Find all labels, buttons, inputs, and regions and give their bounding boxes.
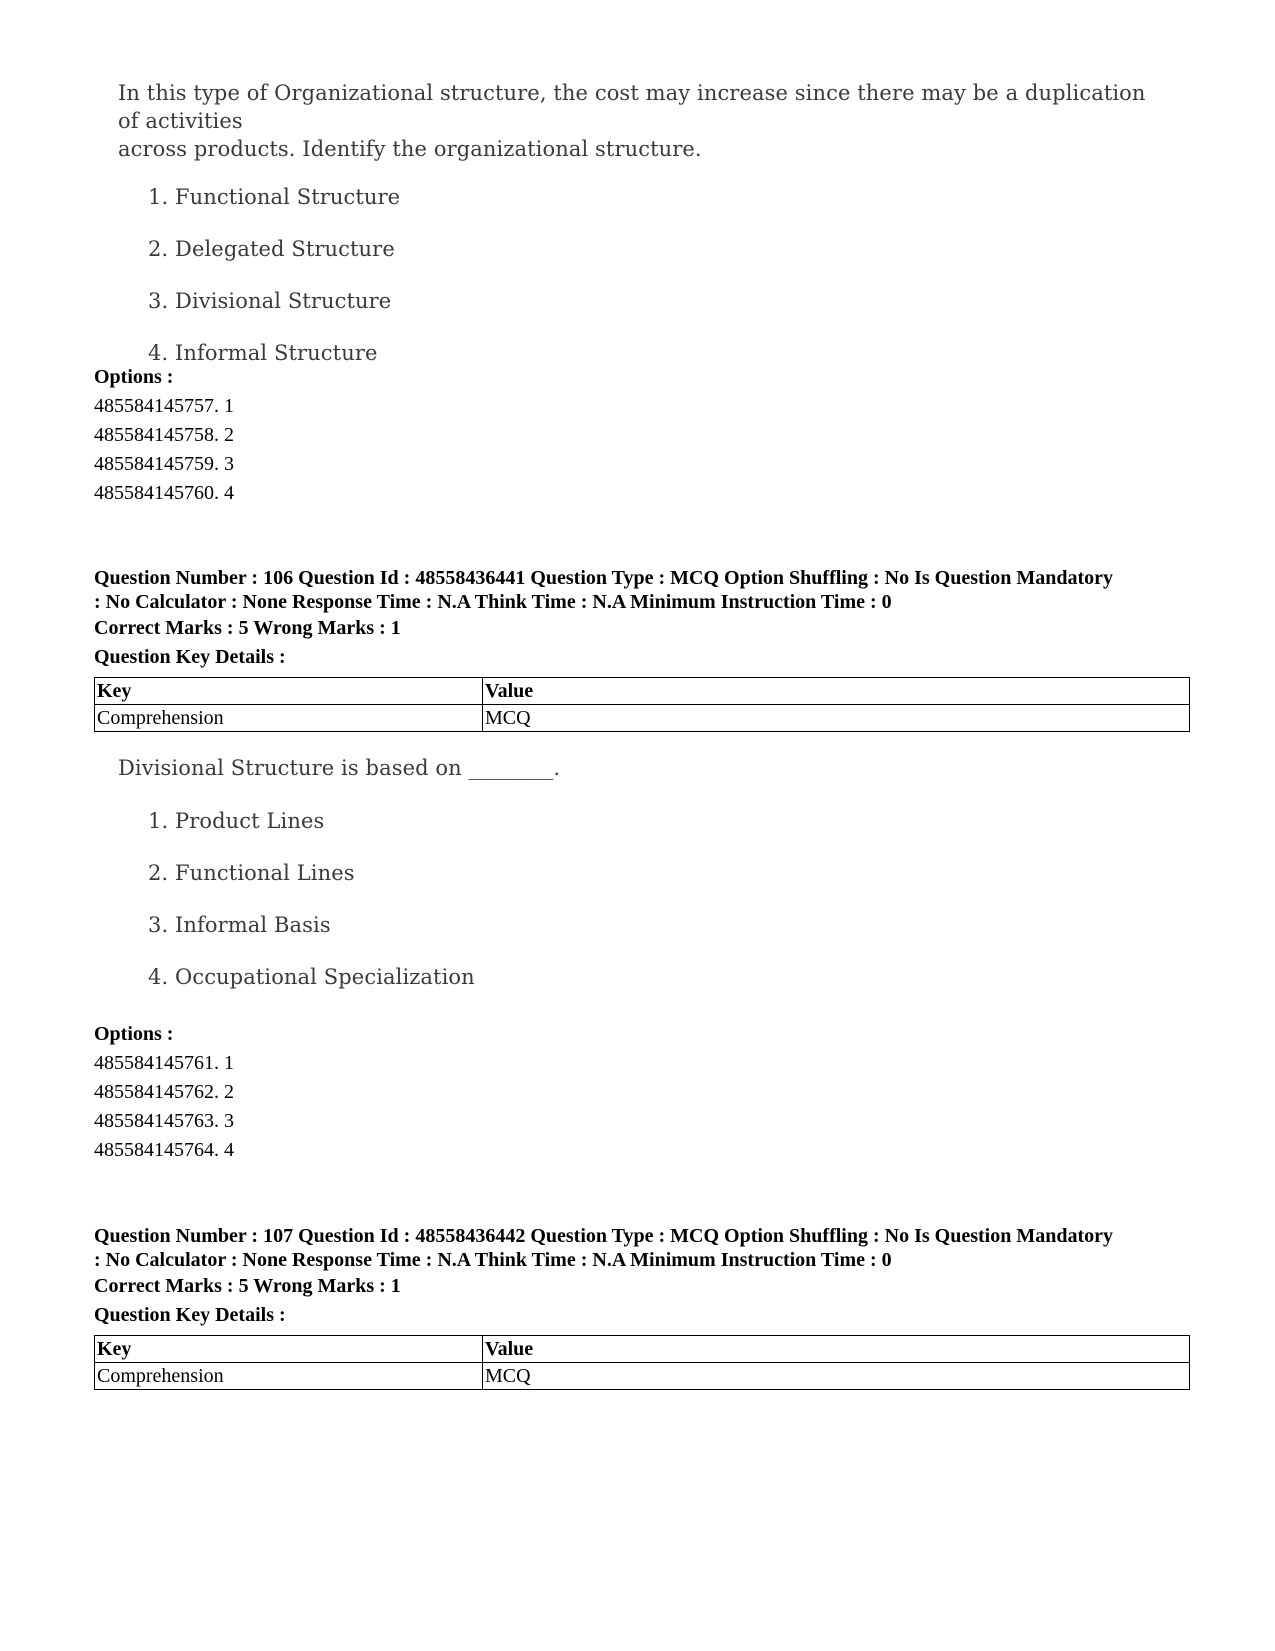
- options-title: Options :: [94, 366, 174, 388]
- option-line: 485584145760. 4: [94, 482, 234, 504]
- key-details-table-107: [94, 1335, 1190, 1390]
- question-header-106: [94, 566, 1190, 672]
- choice-item: 1. Product Lines: [148, 809, 325, 833]
- choice-item: 4. Informal Structure: [148, 341, 378, 365]
- question-stem: Divisional Structure is based on ________.: [118, 756, 561, 780]
- question-stem-line: In this type of Organizational structure, the cost may increase since there may be a duplication of activities: [118, 81, 1146, 133]
- question-meta-line: : No Calculator : None Response Time : N.A Think Time : N.A Minimum Instruction Time : 0: [94, 591, 892, 613]
- key-details-title: Question Key Details :: [94, 1304, 286, 1326]
- choice-item: 4. Occupational Specialization: [148, 965, 475, 989]
- table-cell-value: MCQ: [483, 1363, 1190, 1390]
- table-cell-value: MCQ: [483, 705, 1190, 732]
- question-meta-line: Question Number : 106 Question Id : 48558436441 Question Type : MCQ Option Shuffling : No Is Question Mandatory: [94, 567, 1113, 589]
- options-block-106: [94, 1020, 234, 1165]
- key-details-table-106: [94, 677, 1190, 732]
- question-meta-line: : No Calculator : None Response Time : N.A Think Time : N.A Minimum Instruction Time : 0: [94, 1249, 892, 1271]
- option-line: 485584145759. 3: [94, 453, 234, 475]
- choice-item: 1. Functional Structure: [148, 185, 401, 209]
- choice-item: 3. Informal Basis: [148, 913, 331, 937]
- question-stem-line: across products. Identify the organizational structure.: [118, 137, 702, 161]
- key-details-title: Question Key Details :: [94, 646, 286, 668]
- question-image-105: [94, 79, 1158, 379]
- question-stem: [118, 79, 1158, 163]
- option-line: 485584145764. 4: [94, 1139, 234, 1161]
- marks-line: Correct Marks : 5 Wrong Marks : 1: [94, 617, 401, 639]
- option-line: 485584145763. 3: [94, 1110, 234, 1132]
- table-header-key: Key: [95, 678, 483, 705]
- table-header-value: Value: [483, 678, 1190, 705]
- table-header-row: [95, 1336, 1190, 1363]
- question-header-107: [94, 1224, 1190, 1330]
- table-header-row: [95, 678, 1190, 705]
- option-line: 485584145758. 2: [94, 424, 234, 446]
- choice-item: 2. Delegated Structure: [148, 237, 395, 261]
- option-line: 485584145761. 1: [94, 1052, 234, 1074]
- question-image-106: [94, 754, 1158, 1003]
- marks-line: Correct Marks : 5 Wrong Marks : 1: [94, 1275, 401, 1297]
- table-header-value: Value: [483, 1336, 1190, 1363]
- table-row: [95, 705, 1190, 732]
- table-row: [95, 1363, 1190, 1390]
- options-block-105: [94, 363, 234, 508]
- table-cell-key: Comprehension: [95, 1363, 483, 1390]
- option-line: 485584145757. 1: [94, 395, 234, 417]
- choice-item: 3. Divisional Structure: [148, 289, 392, 313]
- table-header-key: Key: [95, 1336, 483, 1363]
- table-cell-key: Comprehension: [95, 705, 483, 732]
- choice-item: 2. Functional Lines: [148, 861, 355, 885]
- question-meta-line: Question Number : 107 Question Id : 48558436442 Question Type : MCQ Option Shuffling : No Is Question Mandatory: [94, 1225, 1113, 1247]
- option-line: 485584145762. 2: [94, 1081, 234, 1103]
- options-title: Options :: [94, 1023, 174, 1045]
